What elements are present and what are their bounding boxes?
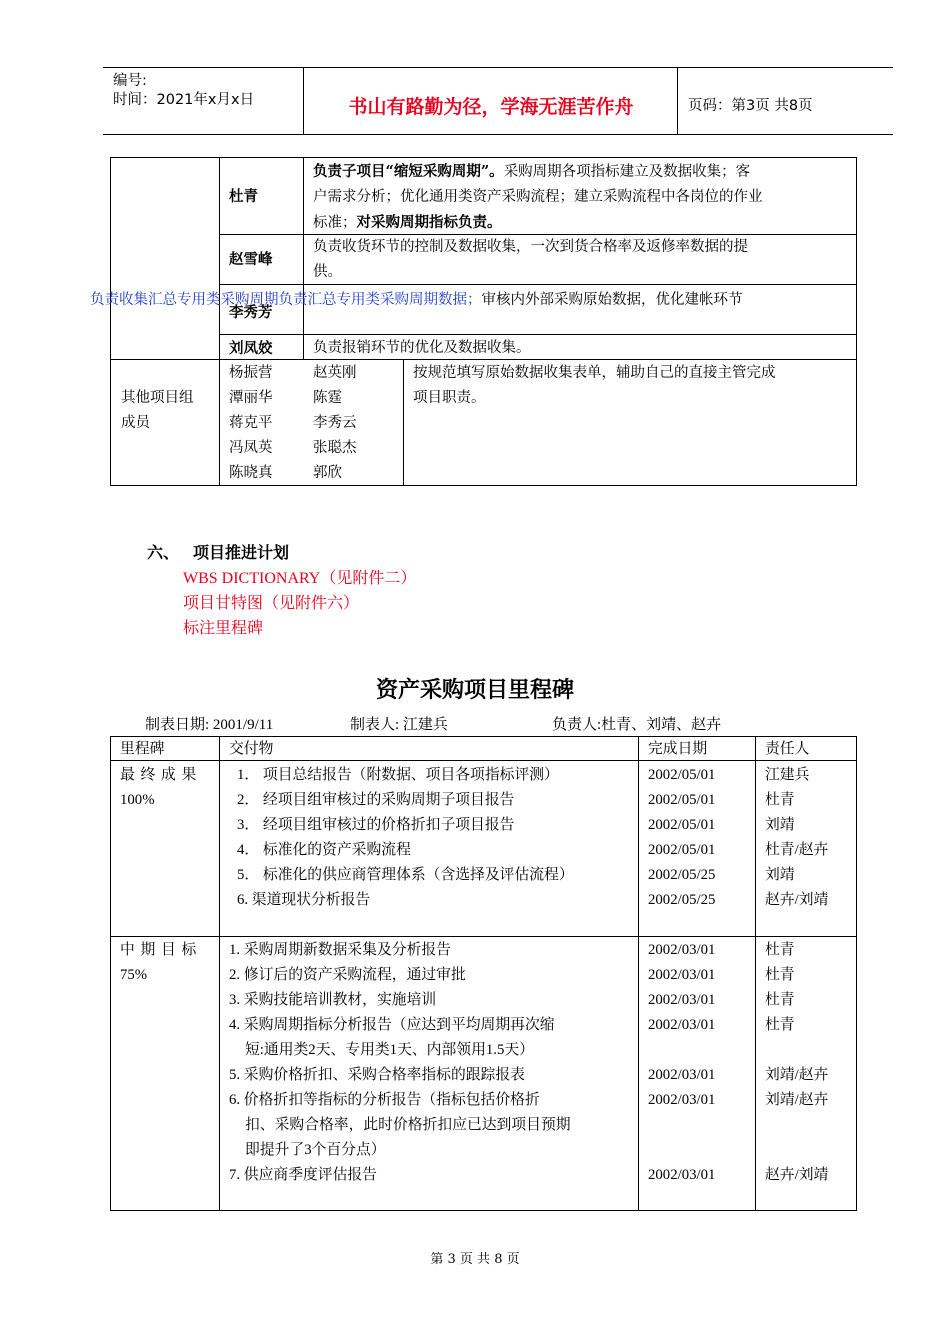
member-name: 李秀云 <box>313 415 357 431</box>
member-name: 张聪杰 <box>313 440 357 456</box>
header-bottom-rule <box>103 134 893 135</box>
member-name: 陈晓真 <box>229 465 273 481</box>
header-divider <box>303 67 304 135</box>
member-duty: 负责子项目“缩短采购周期”。采购周期各项指标建立及数据收集；客 户需求分析；优化通用类资产采购流程；建立采购流程中各岗位的作业 标准；对采购周期指标负责。 <box>313 163 763 231</box>
date-list: 2002/05/01 2002/05/01 2002/05/01 2002/05/01 2002/05/25 2002/05/25 <box>648 767 716 908</box>
header-motto: 书山有路勤为径，学海无涯苦作舟 <box>348 96 634 118</box>
other-members-duty: 按规范填写原始数据收集表单，辅助自己的直接主管完成 项目职责。 <box>413 365 776 406</box>
other-members-col2 <box>313 361 357 486</box>
section-heading: 六、 项目推进计划 <box>147 543 290 562</box>
list-item: 3． 经项目组审核过的价格折扣子项目报告 <box>237 817 515 833</box>
member-name: 赵雪峰 <box>229 251 273 268</box>
other-members-col1 <box>229 361 273 486</box>
list-item: 6. 渠道现状分析报告 <box>237 892 371 908</box>
member-name: 潭丽华 <box>229 390 273 406</box>
deliverable-list <box>229 938 571 1188</box>
milestone-name: 最 终 成 果 100% <box>120 767 198 808</box>
other-members-label: 其他项目组 成员 <box>121 390 194 431</box>
list-item: 2． 经项目组审核过的采购周期子项目报告 <box>237 792 515 808</box>
milestone-title: 资产采购项目里程碑 <box>375 677 574 703</box>
list-item: 4． 标准化的资产采购流程 <box>237 842 411 858</box>
milestone-date: 制表日期: 2001/9/11 <box>145 717 274 733</box>
list-item: 3. 采购技能培训教材，实施培训 <box>229 992 437 1008</box>
member-duty: 负责收集汇总专用类采购周期负责汇总专用类采购周期数据；审核内外部采购原始数据，优化建帐环节 <box>90 292 743 308</box>
list-item: 4. 采购周期指标分析报告（应达到平均周期再次缩 <box>229 1017 555 1033</box>
member-name: 蒋克平 <box>229 415 273 431</box>
list-item: 即提升了3个百分点） <box>245 1142 386 1158</box>
member-name: 郭欣 <box>313 465 342 481</box>
list-item: 7. 供应商季度评估报告 <box>229 1167 377 1183</box>
list-item: 1. 采购周期新数据采集及分析报告 <box>229 942 451 958</box>
member-name: 陈霆 <box>313 390 342 406</box>
member-name: 刘凤姣 <box>229 340 273 357</box>
member-name: 冯凤英 <box>229 440 273 456</box>
date-list: 2002/03/01 2002/03/01 2002/03/01 2002/03/01 2002/03/01 2002/03/01 2002/03/01 <box>648 942 716 1183</box>
list-item: 2. 修订后的资产采购流程，通过审批 <box>229 967 466 983</box>
header-top-rule <box>103 67 893 68</box>
milestone-name: 中 期 目 标 75% <box>120 942 198 983</box>
section-link[interactable]: 项目甘特图（见附件六） <box>183 595 360 612</box>
list-item: 5． 标准化的供应商管理体系（含选择及评估流程） <box>237 867 574 883</box>
list-item: 6. 价格折扣等指标的分析报告（指标包括价格折 <box>229 1092 540 1108</box>
header-meta <box>113 72 254 110</box>
member-name: 李秀芳 <box>229 304 273 321</box>
deliverable-list <box>237 763 574 913</box>
header-page-label: 页码：第3页 共8页 <box>688 98 813 114</box>
owner-list: 杜青 杜青 杜青 杜青 刘靖/赵卉 刘靖/赵卉 赵卉/刘靖 <box>765 942 829 1183</box>
column-header: 责任人 <box>765 741 810 757</box>
time-label: 时间：2021年x月x日 <box>113 92 255 108</box>
owner-list: 江建兵 杜青 刘靖 杜青/赵卉 刘靖 赵卉/刘靖 <box>765 767 829 908</box>
member-name: 赵英刚 <box>313 365 357 381</box>
section-link[interactable]: WBS DICTIONARY（见附件二） <box>183 570 417 587</box>
list-item: 5. 采购价格折扣、采购合格率指标的跟踪报表 <box>229 1067 525 1083</box>
page-footer: 第 3 页 共 8 页 <box>430 1252 520 1267</box>
list-item: 1． 项目总结报告（附数据、项目各项指标评测） <box>237 767 559 783</box>
milestone-owner: 负责人:杜青、刘靖、赵卉 <box>552 717 722 733</box>
header-divider <box>677 67 678 135</box>
section-link[interactable]: 标注里程碑 <box>183 620 264 637</box>
number-label: 编号: <box>113 73 147 89</box>
list-item: 短:通用类2天、专用类1天、内部领用1.5天） <box>245 1042 534 1058</box>
column-header: 里程碑 <box>120 741 165 757</box>
column-header: 交付物 <box>229 741 274 757</box>
member-duty: 负责收货环节的控制及数据收集，一次到货合格率及返修率数据的提 供。 <box>313 239 748 280</box>
list-item: 扣、采购合格率，此时价格折扣应已达到项目预期 <box>245 1117 571 1133</box>
milestone-maker: 制表人: 江建兵 <box>350 717 448 733</box>
member-name: 杨振营 <box>229 365 273 381</box>
member-duty: 负责报销环节的优化及数据收集。 <box>313 340 531 356</box>
column-header: 完成日期 <box>648 741 708 757</box>
member-name: 杜青 <box>229 188 258 205</box>
